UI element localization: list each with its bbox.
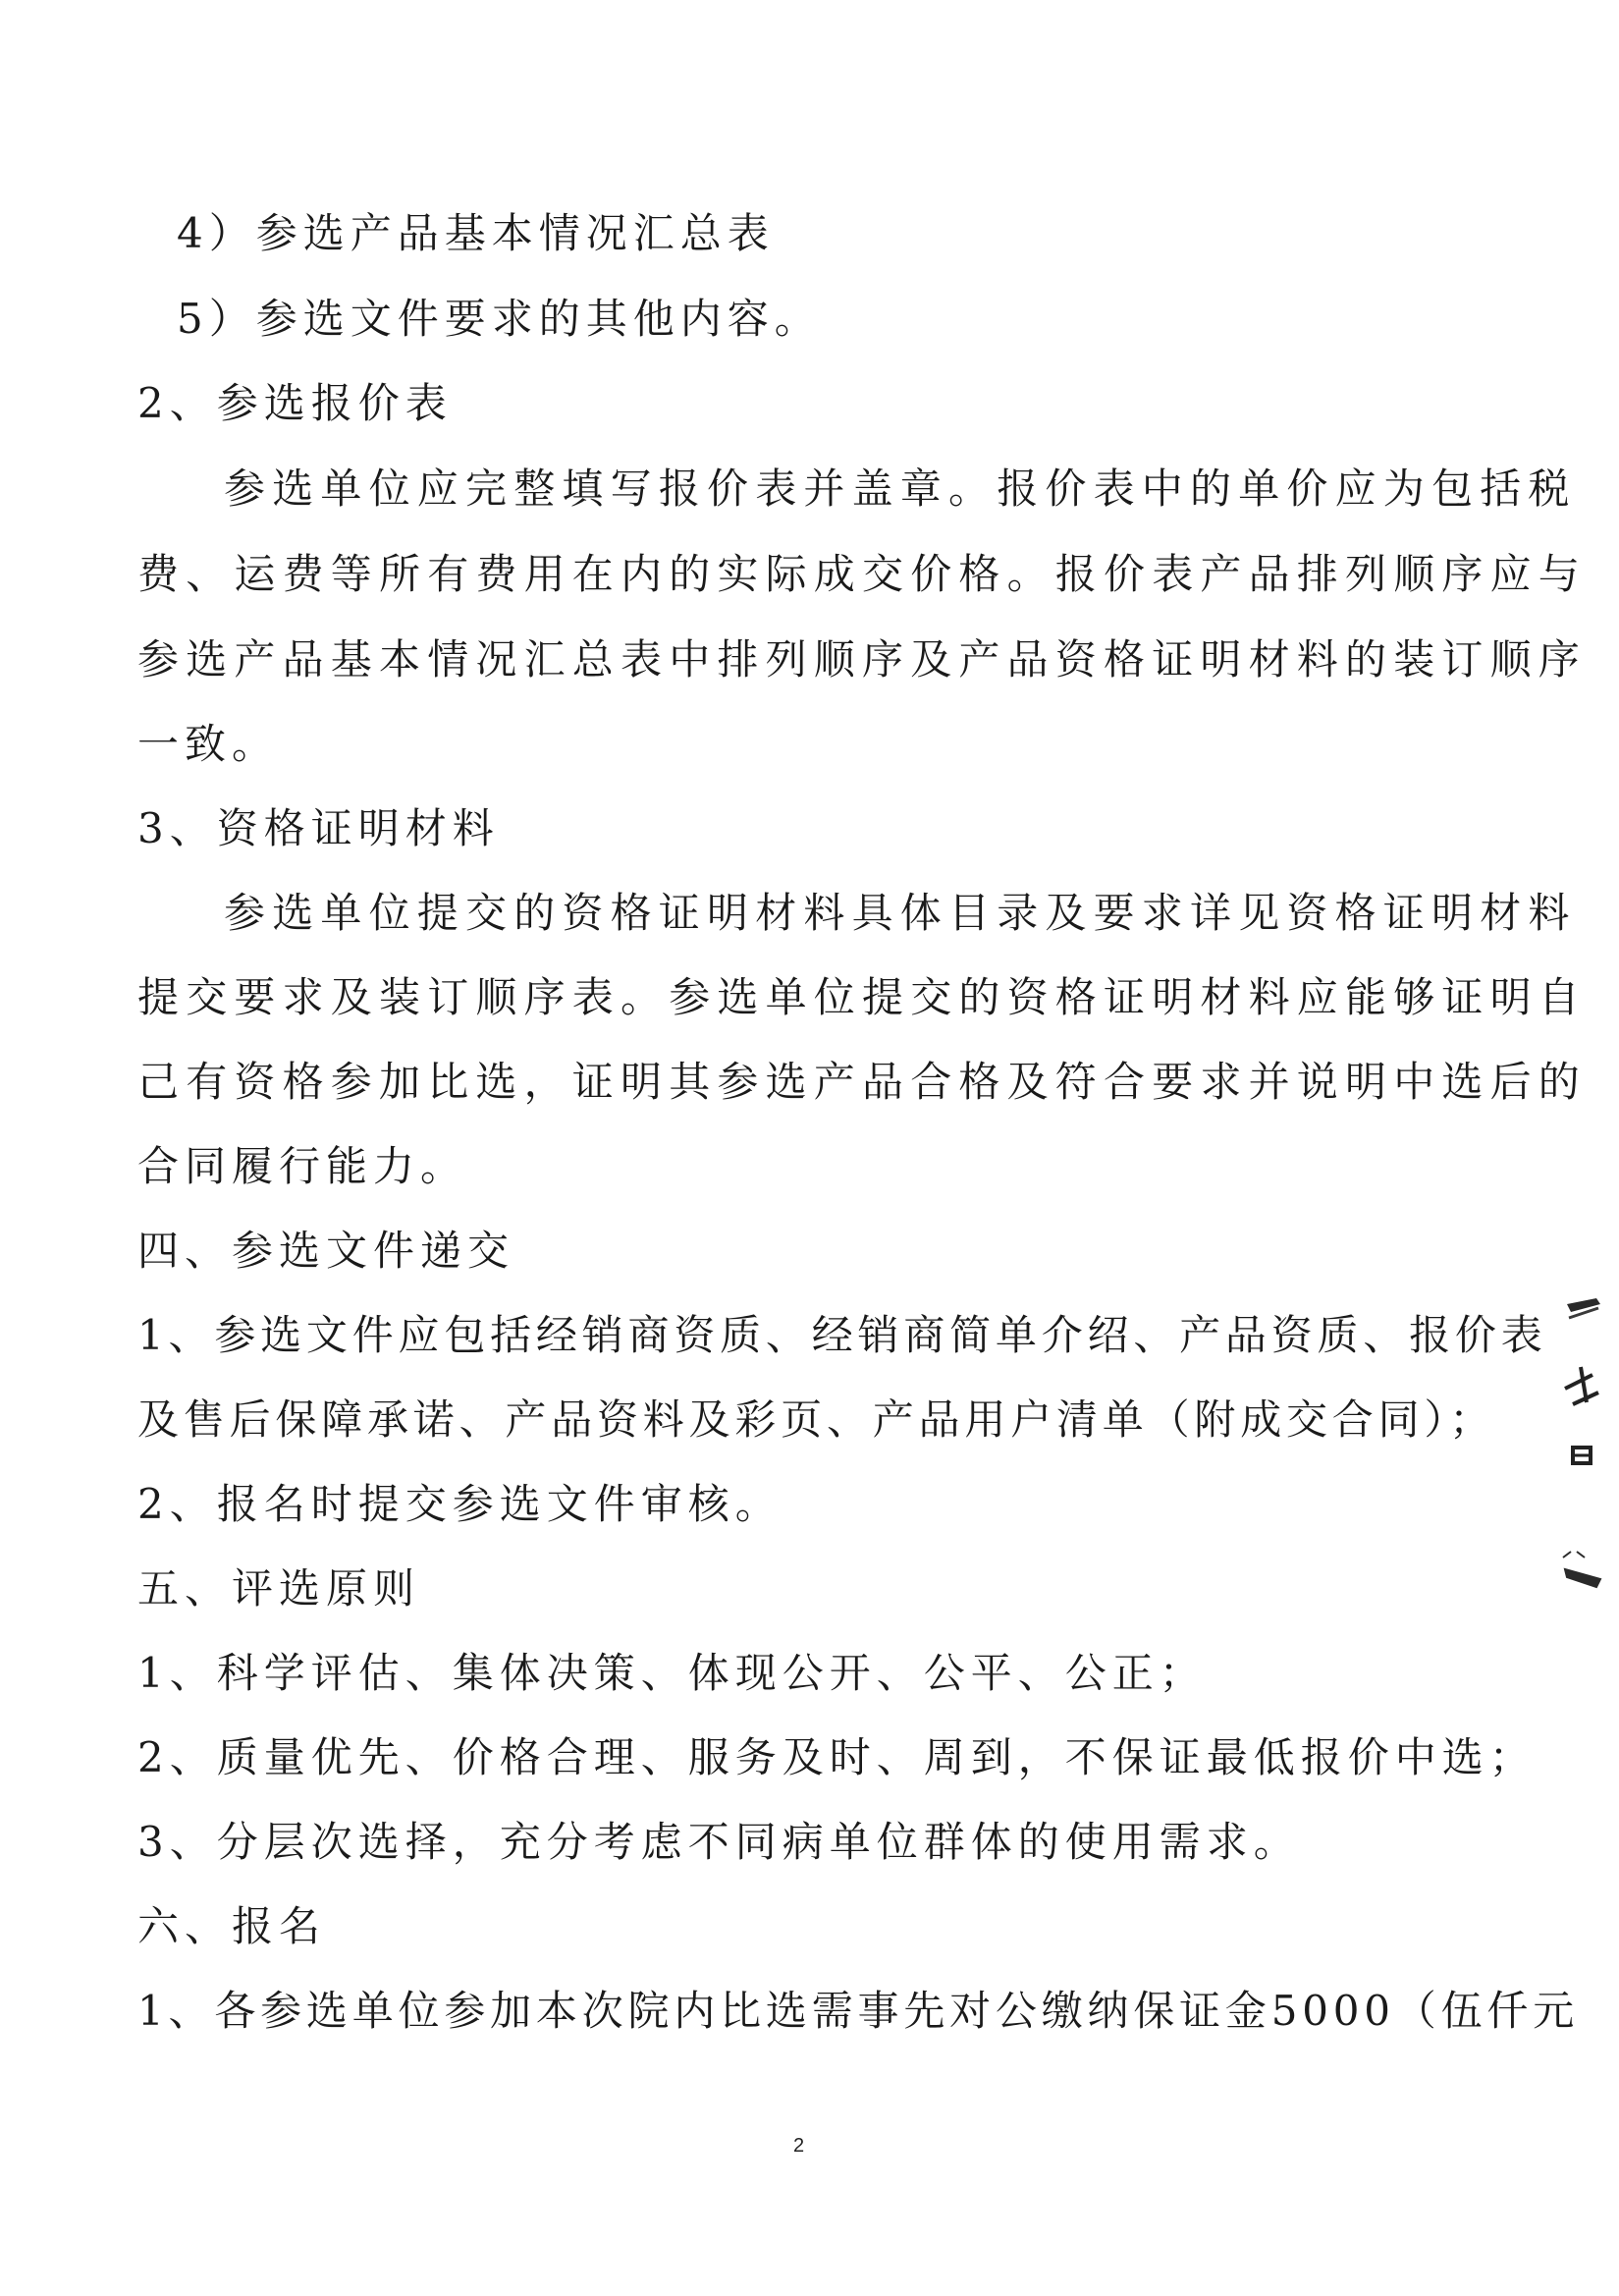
list-item: 3、分层次选择，充分考虑不同病单位群体的使用需求。 — [137, 1818, 1301, 1866]
paragraph-line: 及售后保障承诺、产品资料及彩页、产品用户清单（附成交合同）； — [137, 1395, 1496, 1444]
list-item: 2、质量优先、价格合理、服务及时、周到，不保证最低报价中选； — [137, 1733, 1537, 1781]
paragraph-line: 合同履行能力。 — [137, 1142, 468, 1190]
chapter-heading-registration: 六、报名 — [137, 1902, 327, 1950]
section-heading-qualification: 3、资格证明材料 — [137, 804, 500, 852]
chapter-heading-submission: 四、参选文件递交 — [137, 1227, 515, 1275]
chapter-heading-principles: 五、评选原则 — [137, 1564, 421, 1613]
paragraph-line: 参选单位提交的资格证明材料具体目录及要求详见资格证明材料 — [224, 889, 1577, 937]
page-number: 2 — [793, 2135, 805, 2157]
paragraph-line: 己有资格参加比选，证明其参选产品合格及符合要求并说明中选后的 — [137, 1058, 1588, 1106]
paragraph-line: 2、报名时提交参选文件审核。 — [137, 1480, 783, 1528]
seam-seal-stamp-fragment — [1557, 1294, 1606, 1609]
list-item: 1、科学评估、集体决策、体现公开、公平、公正； — [137, 1649, 1207, 1697]
list-item-4: 4）参选产品基本情况汇总表 — [177, 209, 775, 257]
paragraph-line: 参选产品基本情况汇总表中排列顺序及产品资格证明材料的装订顺序 — [137, 635, 1588, 683]
paragraph-line: 费、运费等所有费用在内的实际成交价格。报价表产品排列顺序应与 — [137, 550, 1588, 598]
paragraph-line: 1、参选文件应包括经销商资质、经销商简单介绍、产品资质、报价表 — [137, 1311, 1547, 1359]
paragraph-line: 一致。 — [137, 720, 280, 768]
paragraph-line: 1、各参选单位参加本次院内比选需事先对公缴纳保证金5000（伍仟元 — [137, 1987, 1580, 2035]
list-item-5: 5）参选文件要求的其他内容。 — [177, 295, 822, 343]
paragraph-line: 提交要求及装订顺序表。参选单位提交的资格证明材料应能够证明自 — [137, 973, 1588, 1021]
section-heading-quote-form: 2、参选报价表 — [137, 379, 453, 427]
paragraph-line: 参选单位应完整填写报价表并盖章。报价表中的单价应为包括税 — [224, 465, 1577, 513]
